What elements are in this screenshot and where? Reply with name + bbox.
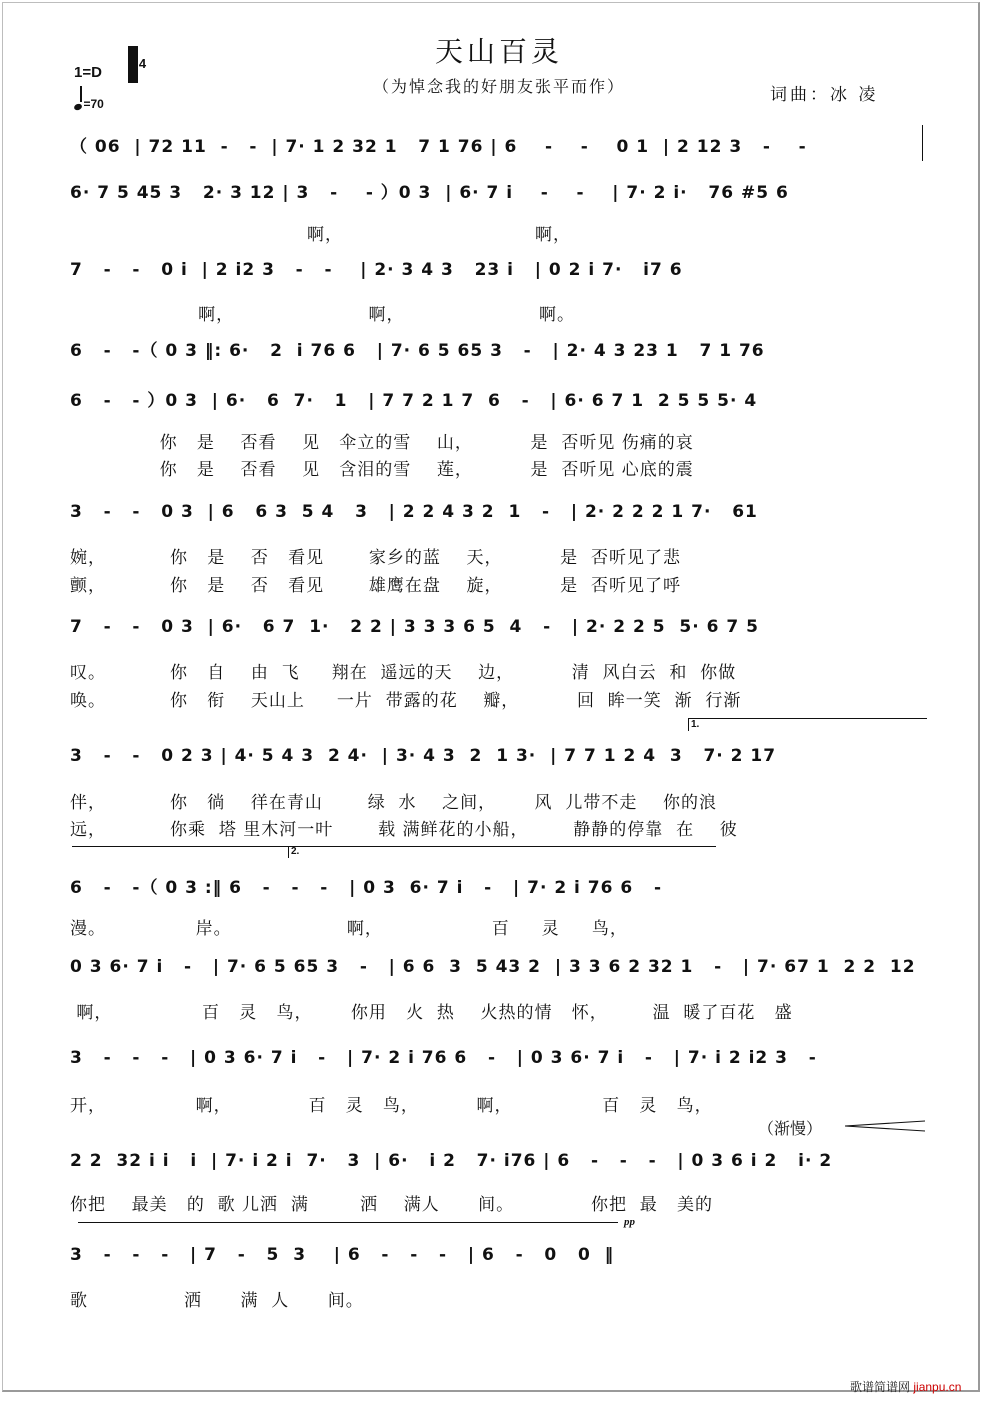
staff-row-6	[70, 502, 930, 538]
staff-row-3	[70, 260, 930, 296]
notation-line: 3 - - 0 2 3 | 4· 5 4 3 2 4· | 3· 4 3 2 1 3· | 7 7 1 2 4 3 7· 2 17	[70, 746, 777, 766]
notation-line: 3 - - - | 7 - 5 3 | 6 - - - | 6 - 0 0 ‖	[70, 1245, 615, 1265]
notation-line: 7 - - 0 3 | 6· 6 7 1· 2 2 | 3 3 3 6 5 4 - | 2· 2 2 5 5· 6 7 5	[70, 617, 766, 637]
lyric-verse-1: 婉， 你 是 否 看见 家乡的蓝 天， 是 否听见了悲	[70, 548, 681, 568]
staff-row-1	[70, 132, 930, 168]
lyric-line: 歌 洒 满 人 间。	[70, 1291, 364, 1311]
staff-row-10	[70, 957, 930, 993]
song-title: 天山百灵	[434, 35, 563, 68]
lyric-verse-2: 唤。 你 衔 天山上 一片 带露的花 瓣， 回 眸一笑 渐 行渐	[70, 691, 742, 711]
tempo-slow-marking: （渐慢）	[758, 1119, 823, 1138]
decrescendo-hairpin	[845, 1120, 925, 1132]
lyric-line: 漫。 岸。 啊， 百 灵 鸟，	[70, 919, 628, 939]
meter-bottom: 4	[138, 56, 147, 71]
time-signature	[128, 56, 146, 71]
staff-row-8	[70, 746, 930, 782]
tempo-marking: =70	[74, 92, 104, 111]
notation-line: 7 - - 0 i | 2 i2 3 - - | 2· 3 4 3 23 i | 0 2 i 7· i7 6	[70, 260, 704, 280]
song-subtitle: （为悼念我的好朋友张平而作）	[372, 77, 625, 96]
staff-row-13	[70, 1245, 930, 1281]
lyric-line: 啊， 啊，	[70, 225, 572, 245]
lyric-line: 啊， 百 灵 鸟， 你用 火 热 火热的情 怀， 温 暖了百花 盛	[70, 1003, 793, 1023]
lyric-line: 开， 啊， 百 灵 鸟， 啊， 百 灵 鸟，	[70, 1096, 713, 1116]
site-watermark: 歌谱简谱网 jianpu.cn	[850, 1380, 962, 1394]
staff-row-4	[70, 336, 930, 372]
lyric-verse-1: 叹。 你 自 由 飞 翔在 遥远的天 边， 清 风白云 和 你做	[70, 663, 737, 683]
notation-line: 3 - - 0 3 | 6 6 3 5 4 3 | 2 2 4 3 2 1 - | 2· 2 2 2 1 7· 61	[70, 502, 765, 522]
notation-line: 6 - -（ 0 3 ‖: 6· 2 i 76 6 | 7· 6 5 65 3 - | 2· 4 3 23 1 7 1 76	[70, 341, 765, 361]
lyric-line: 你把 最美 的 歌 儿洒 满 洒 满人 间。 你把 最 美的	[70, 1195, 713, 1215]
dynamic-pp: pp	[624, 1216, 635, 1228]
notation-line: （ 06 | 72 11 - - | 7· 1 2 32 1 7 1 76 | 6 - - 0 1 | 2 12 3 - -	[70, 137, 828, 157]
notation-line: 6· 7 5 45 3 2· 3 12 | 3 - - ）0 3 | 6· 7 i - - | 7· 2 i· 76 #5 6	[70, 183, 796, 203]
notation-line: 3 - - - | 0 3 6· 7 i - | 7· 2 i 76 6 - | 0 3 6· 7 i - | 7· i 2 i2 3 -	[70, 1048, 831, 1068]
author-credit: 词曲：冰 凌	[770, 85, 879, 105]
lyric-verse-2: 你 是 否看 见 含泪的雪 莲， 是 否听见 心底的震	[70, 460, 694, 480]
long-tie-line	[78, 1222, 618, 1223]
key-signature: 1=D	[74, 64, 102, 81]
lyric-verse-2: 颤， 你 是 否 看见 雄鹰在盘 旋， 是 否听见了呼	[70, 576, 681, 596]
lyric-verse-1: 伴， 你 徜 徉在青山 绿 水 之间， 风 儿带不走 你的浪	[70, 793, 717, 813]
notation-line: 6 - - ）0 3 | 6· 6 7· 1 | 7 7 2 1 7 6 - | 6· 6 7 1 2 5 5 5· 4	[70, 391, 758, 411]
lyric-verse-2: 远， 你乘 塔 里木河一叶 载 满鲜花的小船， 静静的停靠 在 彼	[70, 820, 738, 840]
notation-line: 6 - -（ 0 3 :‖ 6 - - - | 0 3 6· 7 i - | 7· 2 i 76 6 -	[70, 878, 683, 898]
volta-1-bracket: 1.	[688, 718, 927, 731]
staff-row-9	[70, 873, 930, 909]
staff-row-11	[70, 1048, 930, 1084]
lyric-line: 啊， 啊， 啊。	[70, 305, 576, 325]
staff-row-5	[70, 386, 930, 422]
divider-rule	[72, 846, 716, 847]
lyric-verse-1: 你 是 否看 见 伞立的雪 山， 是 否听见 伤痛的哀	[70, 433, 694, 453]
volta-2-bracket: 2.	[288, 846, 311, 858]
notation-line: 2 2 32 i i i | 7· i 2 i 7· 3 | 6· i 2 7· i76 | 6 - - - | 0 3 6 i 2 i· 2	[70, 1151, 840, 1171]
staff-row-2	[70, 178, 930, 214]
notation-line: 0 3 6· 7 i - | 7· 6 5 65 3 - | 6 6 3 5 43 2 | 3 3 6 2 32 1 - | 7· 67 1 2 2 12	[70, 957, 916, 977]
staff-row-12	[70, 1151, 930, 1187]
staff-row-7	[70, 617, 930, 653]
quarter-note-icon	[73, 103, 83, 111]
